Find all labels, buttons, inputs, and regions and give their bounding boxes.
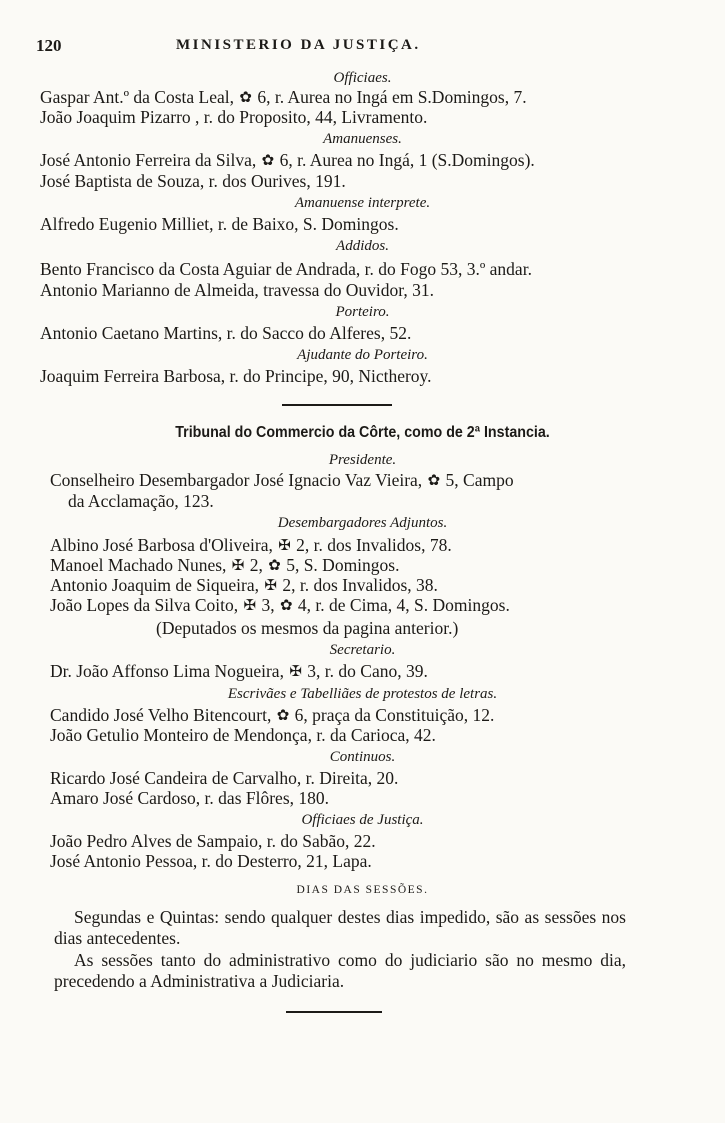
entry-line: José Baptista de Souza, r. dos Ourives, 191. bbox=[40, 171, 346, 191]
entry-line: João Pedro Alves de Sampaio, r. do Sabão, 22. bbox=[50, 831, 376, 851]
entry-line: João Lopes da Silva Coito, ✠ 3, ✿ 4, r. de Cima, 4, S. Domingos. bbox=[50, 595, 510, 615]
entry-line: Candido José Velho Bitencourt, ✿ 6, praça da Constituição, 12. bbox=[50, 705, 495, 725]
entry-line: Alfredo Eugenio Milliet, r. de Baixo, S. Domingos. bbox=[40, 214, 399, 234]
heading-officiaes: Officiaes. bbox=[333, 70, 392, 86]
entry-line: Antonio Marianno de Almeida, travessa do Ouvidor, 31. bbox=[40, 280, 434, 300]
paragraph-sessoes-1: Segundas e Quintas: sendo qualquer destes dias impedido, são as sessões nos dias antecedentes. bbox=[54, 907, 626, 948]
entry-line: Manoel Machado Nunes, ✠ 2, ✿ 5, S. Domingos. bbox=[50, 555, 400, 575]
cross-icon: ✠ bbox=[278, 538, 291, 554]
heading-porteiro: Porteiro. bbox=[335, 304, 390, 320]
note-line: (Deputados os mesmos da pagina anterior.) bbox=[156, 618, 459, 638]
running-title: MINISTERIO DA JUSTIÇA. bbox=[176, 37, 421, 53]
heading-dias-sessoes: DIAS DAS SESSÕES. bbox=[296, 884, 429, 896]
rosette-icon: ✿ bbox=[427, 473, 441, 489]
cross-icon: ✠ bbox=[243, 598, 257, 614]
heading-interprete: Amanuense interprete. bbox=[294, 195, 431, 211]
rosette-icon: ✿ bbox=[268, 558, 281, 574]
heading-continuos: Continuos. bbox=[329, 749, 396, 765]
page-number: 120 bbox=[36, 36, 62, 55]
entry-line: Albino José Barbosa d'Oliveira, ✠ 2, r. dos Invalidos, 78. bbox=[50, 535, 452, 555]
entry-line: Amaro José Cardoso, r. das Flôres, 180. bbox=[50, 788, 330, 808]
entry-line: da Acclamação, 123. bbox=[68, 491, 214, 511]
entry-line: José Antonio Ferreira da Silva, ✿ 6, r. Aurea no Ingá, 1 (S.Domingos). bbox=[40, 150, 535, 170]
heading-escrivaes: Escrivães e Tabelliães de protestos de letras. bbox=[227, 686, 498, 702]
rosette-icon: ✿ bbox=[261, 153, 275, 169]
cross-icon: ✠ bbox=[264, 578, 277, 594]
rosette-icon: ✿ bbox=[276, 708, 290, 724]
section-divider bbox=[282, 404, 392, 406]
entry-line: Antonio Caetano Martins, r. do Sacco do Alferes, 52. bbox=[40, 323, 412, 343]
entry-line: José Antonio Pessoa, r. do Desterro, 21, Lapa. bbox=[50, 851, 372, 871]
page-header bbox=[36, 36, 656, 60]
heading-addidos: Addidos. bbox=[336, 238, 389, 254]
entry-line: Dr. João Affonso Lima Nogueira, ✠ 3, r. do Cano, 39. bbox=[50, 661, 428, 681]
heading-ajudante: Ajudante do Porteiro. bbox=[297, 347, 428, 363]
rosette-icon: ✿ bbox=[239, 90, 252, 106]
tribunal-title: Tribunal do Commercio da Côrte, como de 2ª Instancia. bbox=[175, 424, 550, 441]
entry-line: João Getulio Monteiro de Mendonça, r. da Carioca, 42. bbox=[50, 725, 436, 745]
heading-adjuntos: Desembargadores Adjuntos. bbox=[277, 515, 448, 531]
entry-line: Gaspar Ant.º da Costa Leal, ✿ 6, r. Aurea no Ingá em S.Domingos, 7. bbox=[40, 87, 527, 107]
rosette-icon: ✿ bbox=[279, 598, 293, 614]
heading-officiaes-justica: Officiaes de Justiça. bbox=[301, 812, 424, 828]
cross-icon: ✠ bbox=[231, 558, 245, 574]
entry-line: Antonio Joaquim de Siqueira, ✠ 2, r. dos Invalidos, 38. bbox=[50, 575, 438, 595]
cross-icon: ✠ bbox=[289, 664, 302, 680]
entry-line: João Joaquim Pizarro , r. do Proposito, 44, Livramento. bbox=[40, 107, 428, 127]
paragraph-sessoes-2: As sessões tanto do administrativo como do judiciario são no mesmo dia, precedendo a Administrativa a Judiciaria. bbox=[54, 950, 626, 991]
heading-secretario: Secretario. bbox=[329, 642, 396, 658]
section-divider bbox=[286, 1011, 382, 1013]
entry-line: Joaquim Ferreira Barbosa, r. do Principe, 90, Nictheroy. bbox=[40, 366, 432, 386]
entry-line: Conselheiro Desembargador José Ignacio Vaz Vieira, ✿ 5, Campo bbox=[50, 470, 514, 490]
heading-amanuenses: Amanuenses. bbox=[323, 131, 402, 147]
entry-line: Ricardo José Candeira de Carvalho, r. Direita, 20. bbox=[50, 768, 399, 788]
heading-presidente: Presidente. bbox=[328, 452, 397, 468]
entry-line: Bento Francisco da Costa Aguiar de Andrada, r. do Fogo 53, 3.º andar. bbox=[40, 259, 532, 279]
